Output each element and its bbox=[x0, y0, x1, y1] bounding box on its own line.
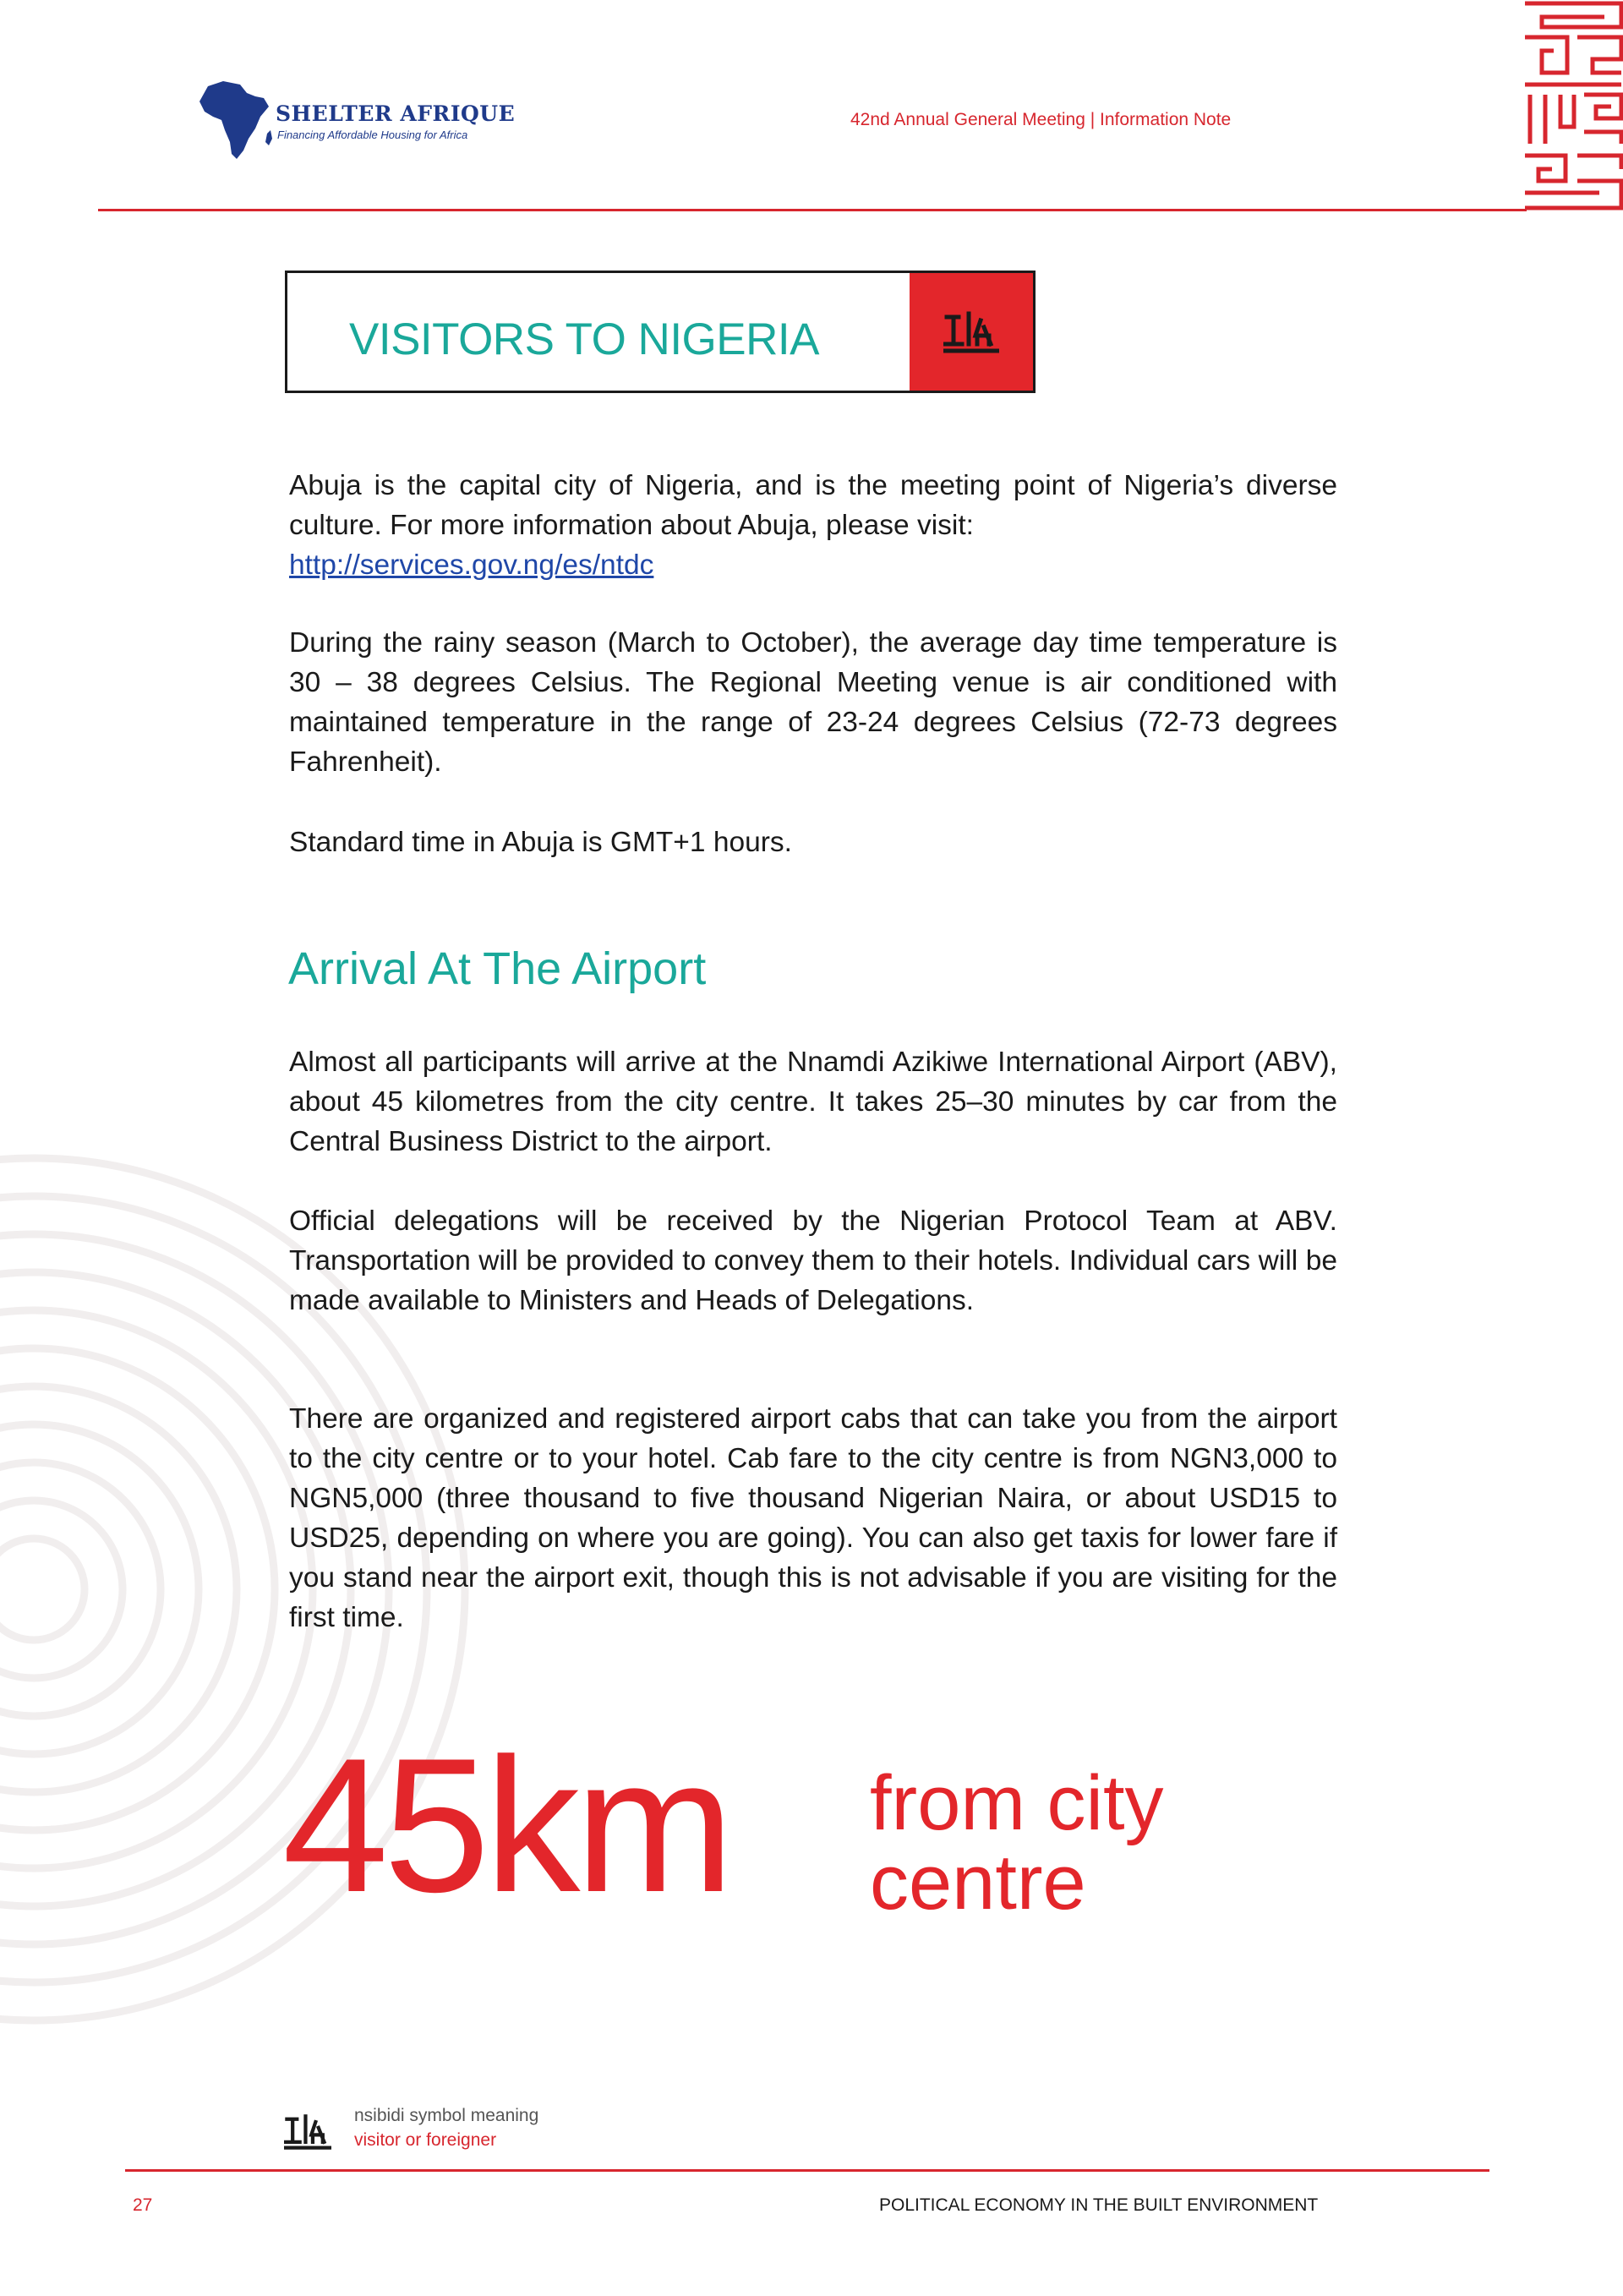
stat-label-line-2: centre bbox=[870, 1840, 1086, 1926]
ntdc-link[interactable]: http://services.gov.ng/es/ntdc bbox=[289, 549, 654, 581]
distance-stat-value: 45km bbox=[282, 1718, 730, 1932]
org-name: SHELTER AFRIQUE bbox=[276, 101, 516, 126]
distance-stat-label bbox=[870, 1760, 1164, 1926]
header-divider bbox=[98, 209, 1527, 211]
arrival-heading: Arrival At The Airport bbox=[288, 943, 707, 994]
shelter-afrique-logo bbox=[196, 78, 534, 162]
intro-paragraph-2: During the rainy season (March to October), the average day time temperature is 30 – 38 degrees Celsius. The Regional Meeting venue is air conditioned with maintained temperature in the range of 23-24 degrees Celsius (72-73 degrees Fahrenheit). bbox=[289, 627, 1337, 778]
arrival-paragraph-2: Official delegations will be received by the Nigerian Protocol Team at ABV. Transportation will be provided to convey them to their hotels. Individual cars will be made available to Ministers and Heads of Delegations. bbox=[289, 1205, 1337, 1316]
footnote-label: nsibidi symbol meaning bbox=[354, 2106, 539, 2125]
intro-text: Abuja is the capital city of Nigeria, and is the meeting point of Nigeria’s diverse culture. For more information about Abuja, please visit: bbox=[289, 470, 1337, 541]
nsibidi-visitor-icon bbox=[284, 2110, 331, 2154]
footer-title: POLITICAL ECONOMY IN THE BUILT ENVIRONMENT bbox=[879, 2195, 1319, 2215]
arrival-paragraph-3: There are organized and registered airport cabs that can take you from the airport to the city centre or to your hotel. Cab fare to the city centre is from NGN3,000 to NGN5,000 (three thousand to five thousand Nigerian Naira, or about USD15 to USD25, depending on where you are going). You can also get taxis for lower fare if you stand near the airport exit, though this is not advisable if you are visiting for the first time. bbox=[289, 1403, 1337, 1633]
stat-label-line-1: from city bbox=[870, 1760, 1164, 1846]
arrival-paragraph-1: Almost all participants will arrive at the Nnamdi Azikiwe International Airport (ABV), about 45 kilometres from the city centre. It takes 25–30 minutes by car from the Central Business District to the airport. bbox=[289, 1047, 1337, 1157]
section-title: VISITORS TO NIGERIA bbox=[349, 314, 819, 364]
intro-paragraph-3: Standard time in Abuja is GMT+1 hours. bbox=[289, 827, 792, 858]
footer-divider bbox=[125, 2169, 1489, 2172]
nsibidi-visitor-icon bbox=[943, 310, 999, 354]
section-title-box bbox=[285, 271, 1036, 393]
intro-paragraph-1 bbox=[289, 466, 1337, 585]
footnote-meaning: visitor or foreigner bbox=[354, 2130, 497, 2150]
africa-map-icon bbox=[196, 78, 274, 162]
nsibidi-pattern-icon bbox=[1523, 0, 1623, 213]
org-tagline: Financing Affordable Housing for Africa bbox=[277, 128, 468, 141]
header-note: 42nd Annual General Meeting | Information Note bbox=[850, 110, 1232, 129]
nsibidi-symbol-box bbox=[910, 273, 1033, 391]
page-number: 27 bbox=[133, 2195, 153, 2215]
